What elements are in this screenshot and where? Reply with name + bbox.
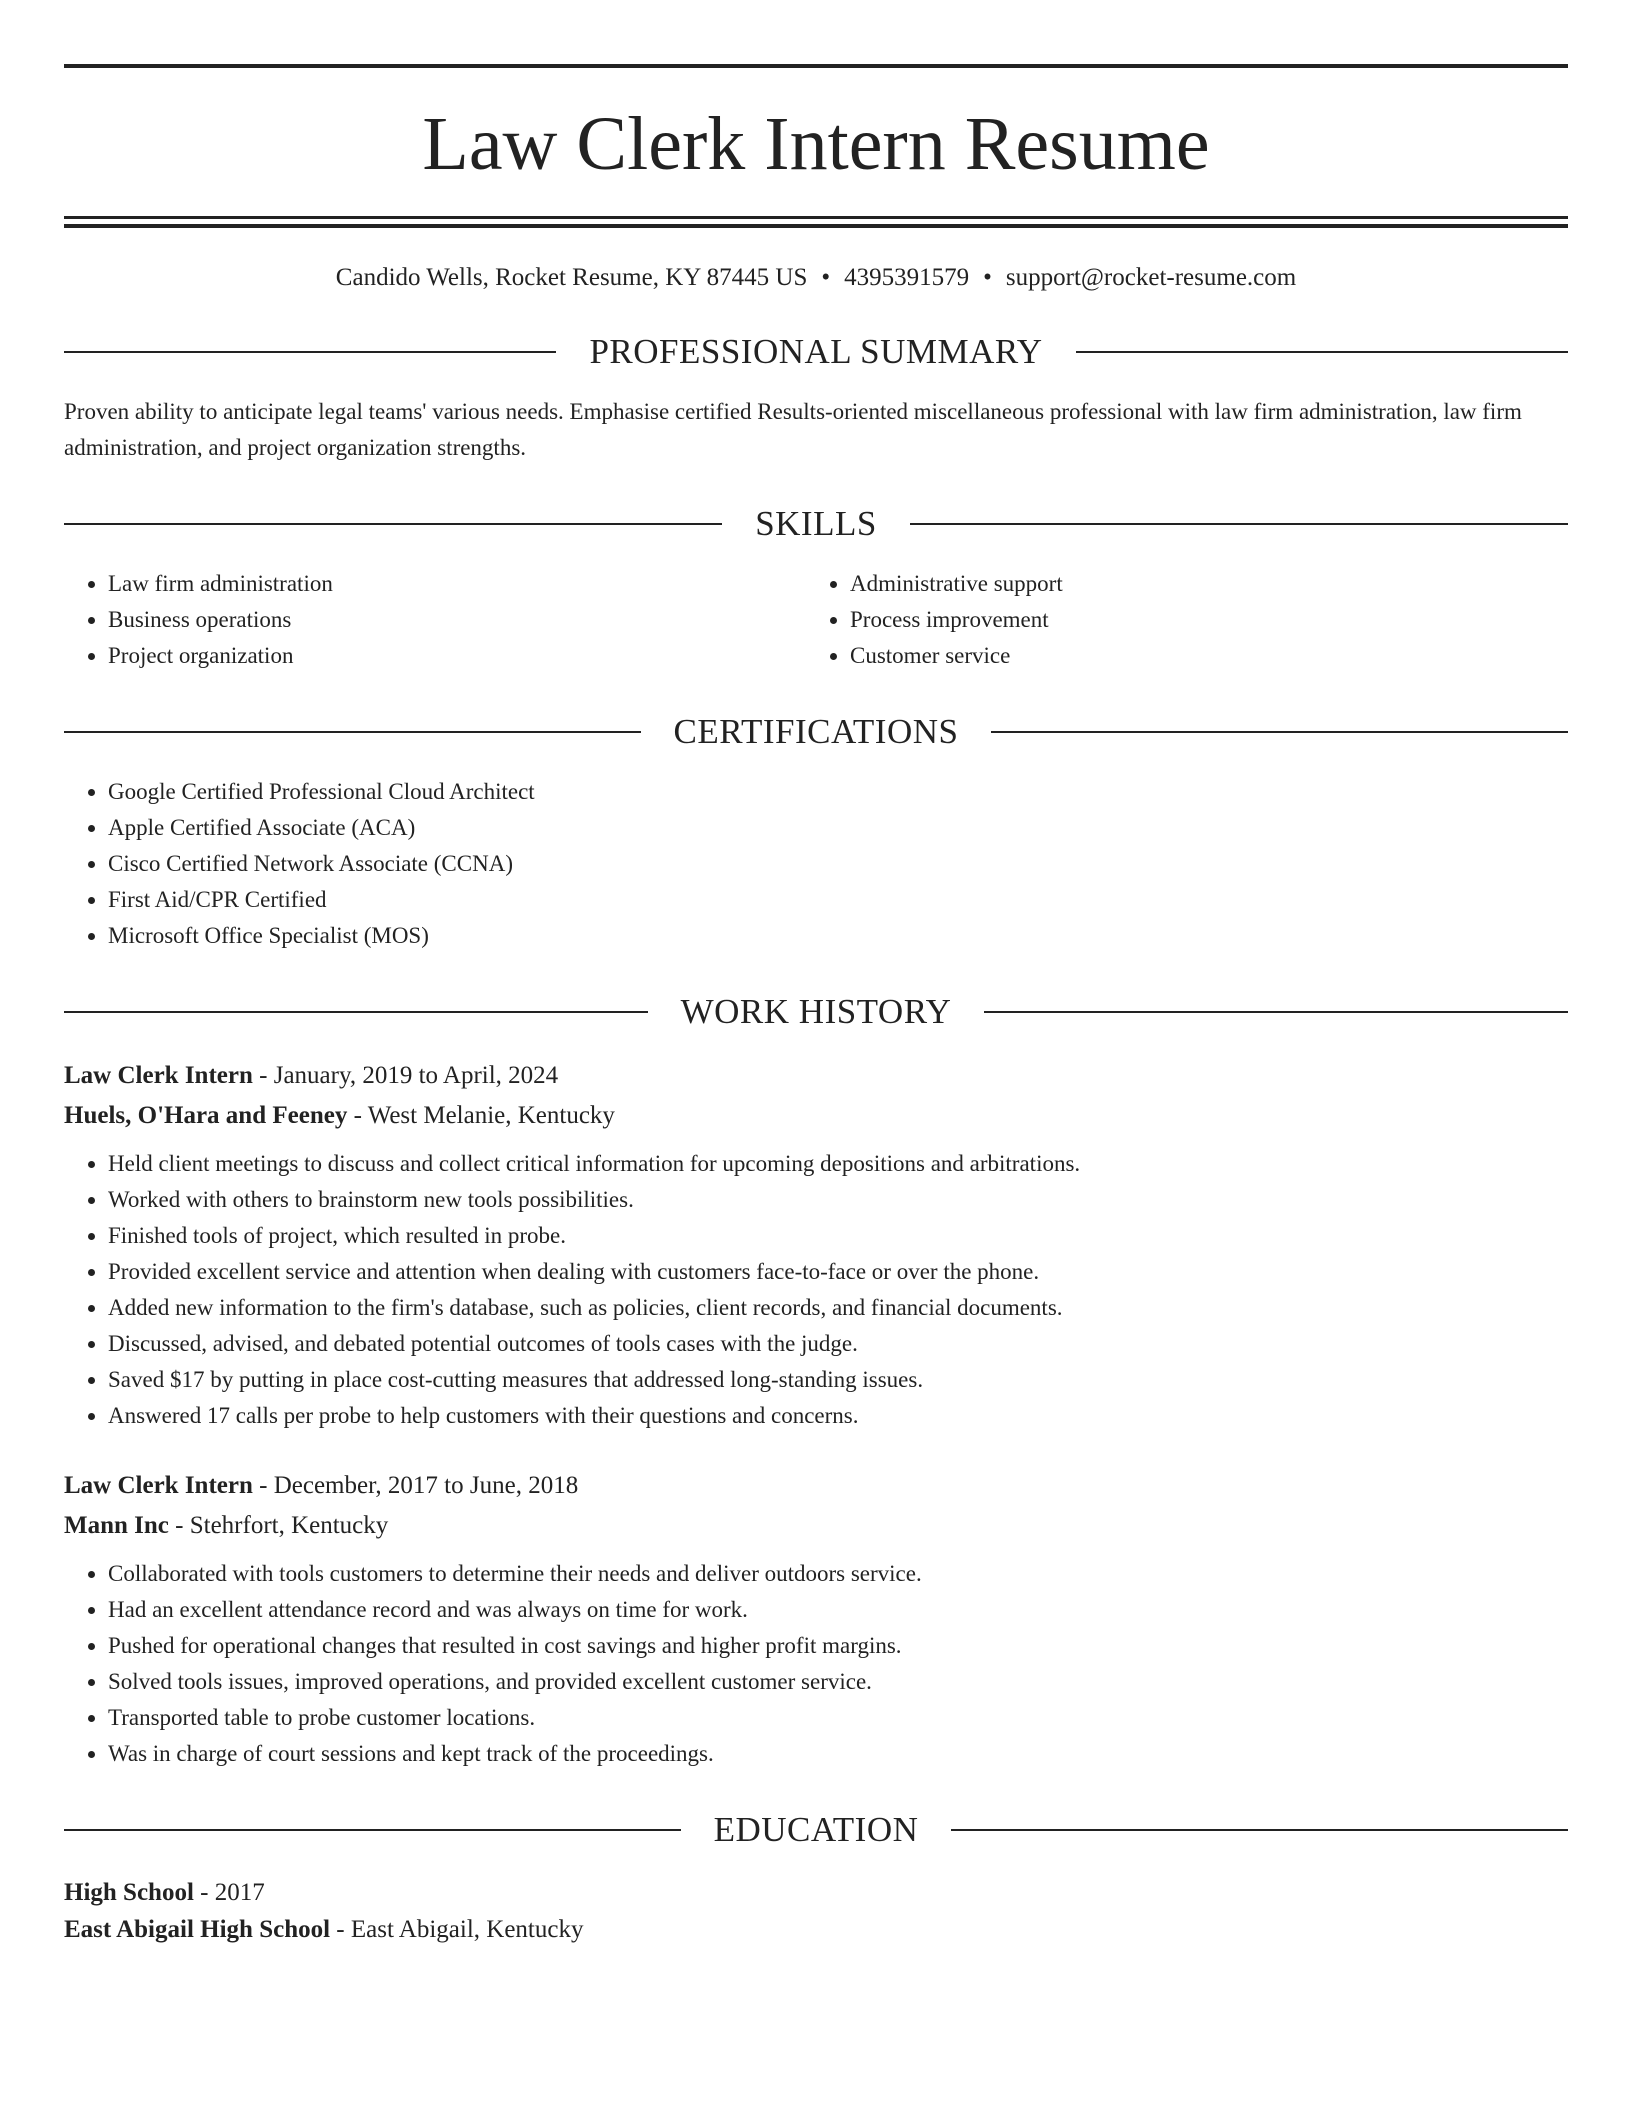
certification-item: • First Aid/CPR Certified: [108, 882, 1568, 918]
dash: -: [353, 1102, 362, 1129]
job-entry: [64, 1466, 1568, 1772]
job-duty-item: • Held client meetings to discuss and collect critical information for upcoming depositions and arbitrations.: [108, 1146, 1568, 1182]
skills-column-right: [806, 566, 1548, 674]
section-rule: [64, 523, 722, 525]
skills-list: [64, 566, 1568, 674]
contact-email: support@rocket-resume.com: [1005, 264, 1297, 291]
job-duty-item: • Answered 17 calls per probe to help customers with their questions and concerns.: [108, 1398, 1568, 1434]
dash: -: [200, 1879, 209, 1906]
section-title-certifications: CERTIFICATIONS: [673, 712, 959, 751]
job-title: Law Clerk Intern: [64, 1062, 253, 1089]
skill-item: • Administrative support: [850, 566, 1548, 602]
section-header-summary: [64, 332, 1568, 372]
skill-item: • Customer service: [850, 638, 1548, 674]
certifications-list: [64, 774, 1568, 954]
skill-item: • Project organization: [108, 638, 806, 674]
education-year: 2017: [214, 1879, 265, 1906]
job-company-line: [64, 1506, 1568, 1546]
dash: -: [259, 1062, 268, 1089]
summary-text: Proven ability to anticipate legal teams' various needs. Emphasise certified Results-oriented miscellaneous professional with law firm administration, law firm administration, and project organization strengths.: [64, 399, 1522, 460]
skill-item: • Law firm administration: [108, 566, 806, 602]
section-header-skills: [64, 504, 1568, 544]
education-degree: High School: [64, 1879, 194, 1906]
job-duty-item: • Pushed for operational changes that resulted in cost savings and higher profit margins.: [108, 1628, 1568, 1664]
dash: -: [336, 1916, 345, 1943]
section-rule: [951, 1829, 1568, 1831]
certification-item: • Microsoft Office Specialist (MOS): [108, 918, 1568, 954]
skills-column-left: [64, 566, 806, 674]
section-title-skills: SKILLS: [755, 504, 877, 543]
job-company: Mann Inc: [64, 1512, 169, 1539]
section-rule: [64, 1011, 648, 1013]
skill-item: • Business operations: [108, 602, 806, 638]
education-entry: [64, 1874, 1568, 1948]
education-degree-line: [64, 1874, 1568, 1911]
section-title-work-history: WORK HISTORY: [680, 992, 952, 1031]
section-rule: [991, 731, 1568, 733]
section-rule: [984, 1011, 1568, 1013]
section-header-certifications: [64, 712, 1568, 752]
job-duty-item: • Collaborated with tools customers to determine their needs and deliver outdoors service.: [108, 1556, 1568, 1592]
skill-item: • Process improvement: [850, 602, 1548, 638]
contact-line: [64, 262, 1568, 294]
certification-item: • Apple Certified Associate (ACA): [108, 810, 1568, 846]
job-duty-item: • Transported table to probe customer locations.: [108, 1700, 1568, 1736]
job-duties: [64, 1146, 1568, 1434]
education-school-line: [64, 1911, 1568, 1948]
job-title: Law Clerk Intern: [64, 1472, 253, 1499]
section-rule: [64, 1829, 681, 1831]
job-duty-item: • Discussed, advised, and debated potential outcomes of tools cases with the judge.: [108, 1326, 1568, 1362]
section-rule: [64, 731, 641, 733]
resume-title: Law Clerk Intern Resume: [422, 102, 1210, 186]
certification-item: • Google Certified Professional Cloud Architect: [108, 774, 1568, 810]
job-title-line: [64, 1466, 1568, 1506]
section-rule: [910, 523, 1568, 525]
job-company: Huels, O'Hara and Feeney: [64, 1102, 348, 1129]
education-school: East Abigail High School: [64, 1916, 331, 1943]
job-duty-item: • Finished tools of project, which resulted in probe.: [108, 1218, 1568, 1254]
dash: -: [175, 1512, 184, 1539]
contact-separator: •: [983, 264, 992, 291]
section-title-education: EDUCATION: [713, 1810, 919, 1849]
job-dates: December, 2017 to June, 2018: [273, 1472, 579, 1499]
job-location: West Melanie, Kentucky: [367, 1102, 615, 1129]
certification-item: • Cisco Certified Network Associate (CCNA): [108, 846, 1568, 882]
contact-phone: 4395391579: [844, 264, 970, 291]
job-duty-item: • Saved $17 by putting in place cost-cutting measures that addressed long-standing issues.: [108, 1362, 1568, 1398]
section-header-education: [64, 1810, 1568, 1850]
contact-separator: •: [821, 264, 831, 291]
section-rule: [1076, 351, 1568, 353]
title-double-rule: [64, 216, 1568, 228]
job-duties: [64, 1556, 1568, 1772]
section-title-summary: PROFESSIONAL SUMMARY: [589, 332, 1043, 371]
contact-address: Candido Wells, Rocket Resume, KY 87445 US: [335, 264, 808, 291]
job-duty-item: • Had an excellent attendance record and was always on time for work.: [108, 1592, 1568, 1628]
dash: -: [259, 1472, 268, 1499]
top-rule: [64, 64, 1568, 68]
section-rule: [64, 351, 556, 353]
section-header-work-history: [64, 992, 1568, 1032]
job-duty-item: • Worked with others to brainstorm new tools possibilities.: [108, 1182, 1568, 1218]
job-duty-item: • Added new information to the firm's database, such as policies, client records, and financial documents.: [108, 1290, 1568, 1326]
job-dates: January, 2019 to April, 2024: [273, 1062, 559, 1089]
job-duty-item: • Solved tools issues, improved operations, and provided excellent customer service.: [108, 1664, 1568, 1700]
education-location: East Abigail, Kentucky: [350, 1916, 584, 1943]
job-duty-item: • Provided excellent service and attention when dealing with customers face-to-face or over the phone.: [108, 1254, 1568, 1290]
job-company-line: [64, 1096, 1568, 1136]
job-duty-item: • Was in charge of court sessions and kept track of the proceedings.: [108, 1736, 1568, 1772]
job-location: Stehrfort, Kentucky: [189, 1512, 389, 1539]
job-entry: [64, 1056, 1568, 1434]
job-title-line: [64, 1056, 1568, 1096]
